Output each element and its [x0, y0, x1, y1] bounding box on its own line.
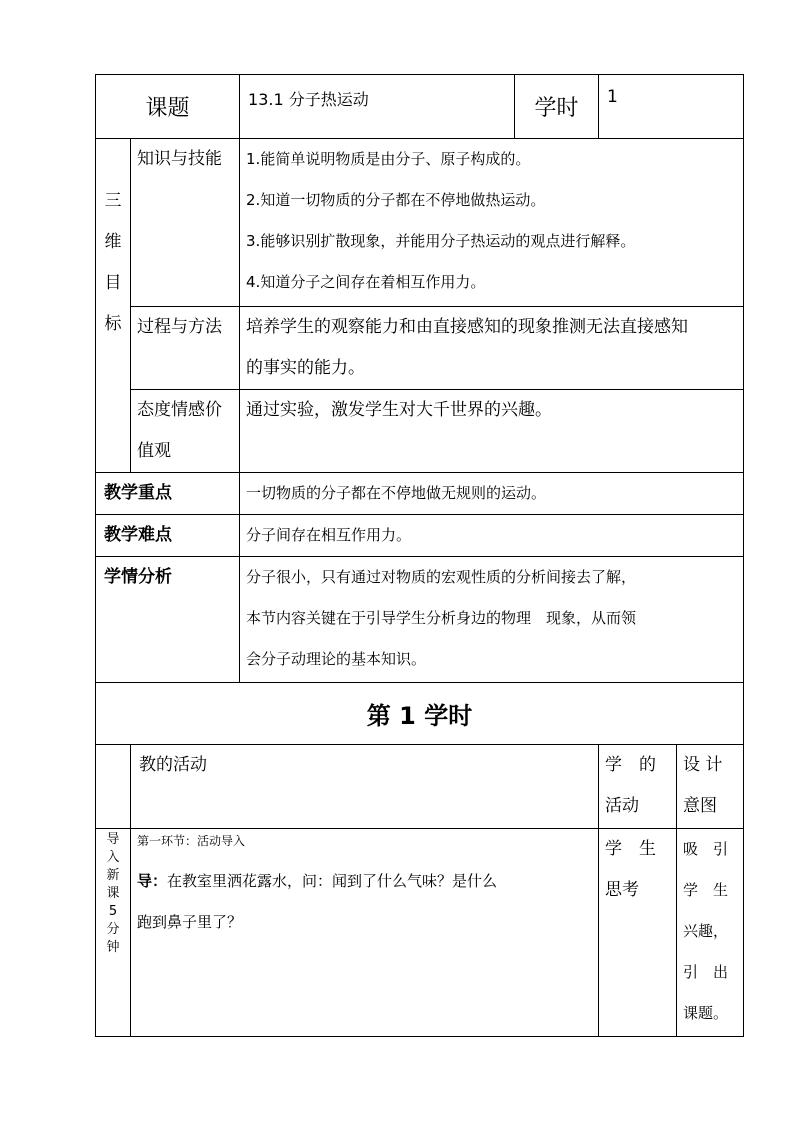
attitude-label: 态度情感价 值观 [131, 390, 240, 473]
session-title: 第 1 学时 [96, 683, 744, 745]
difficulty-label: 教学难点 [96, 515, 240, 557]
activity-header-blank [96, 745, 131, 829]
difficulty-content: 分子间存在相互作用力。 [240, 515, 744, 557]
knowledge-content: 1.能简单说明物质是由分子、原子构成的。 2.知道一切物质的分子都在不停地做热运动。 3.能够识别扩散现象，并能用分子热运动的观点进行解释。 4.知道分子之间存在着相互作用力。 [240, 139, 744, 307]
goal-attitude-row [96, 390, 744, 473]
intro-teacher-content: 第一环节：活动导入 导：在教室里洒花露水，问：闻到了什么气味？是什么 跑到鼻子里了？ [131, 829, 599, 1037]
session-title-row [96, 683, 744, 745]
key-point-content: 一切物质的分子都在不停地做无规则的运动。 [240, 473, 744, 515]
goals-group-label: 三 维 目 标 [96, 139, 131, 473]
design-intent-label: 设 计 意图 [677, 745, 744, 829]
lesson-plan-table [95, 74, 744, 1037]
process-content: 培养学生的观察能力和由直接感知的现象推测无法直接感知 的事实的能力。 [240, 307, 744, 390]
goal-knowledge-row [96, 139, 744, 307]
goal-process-row [96, 307, 744, 390]
lesson-plan-sheet [95, 74, 743, 1037]
hours-value: 1 [599, 75, 744, 139]
difficulty-row [96, 515, 744, 557]
student-activity-label: 学 的 活动 [599, 745, 677, 829]
intro-student-content: 学 生 思考 [599, 829, 677, 1037]
teacher-activity-label: 教的活动 [131, 745, 599, 829]
topic-label: 课题 [96, 75, 240, 139]
topic-value: 13.1 分子热运动 [240, 75, 515, 139]
header-row [96, 75, 744, 139]
process-label: 过程与方法 [131, 307, 240, 390]
intro-design-content: 吸 引 学 生 兴趣， 引 出 课题。 [677, 829, 744, 1037]
analysis-label: 学情分析 [96, 557, 240, 683]
intro-row [96, 829, 744, 1037]
knowledge-label: 知识与技能 [131, 139, 240, 307]
intro-stage-label: 导 入 新 课 5 分 钟 [96, 829, 131, 1037]
key-point-label: 教学重点 [96, 473, 240, 515]
analysis-row [96, 557, 744, 683]
activity-header-row [96, 745, 744, 829]
key-point-row [96, 473, 744, 515]
analysis-content: 分子很小，只有通过对物质的宏观性质的分析间接去了解， 本节内容关键在于引导学生分析身边的物理 现象，从而领 会分子动理论的基本知识。 [240, 557, 744, 683]
attitude-content: 通过实验，激发学生对大千世界的兴趣。 [240, 390, 744, 473]
hours-label: 学时 [515, 75, 599, 139]
